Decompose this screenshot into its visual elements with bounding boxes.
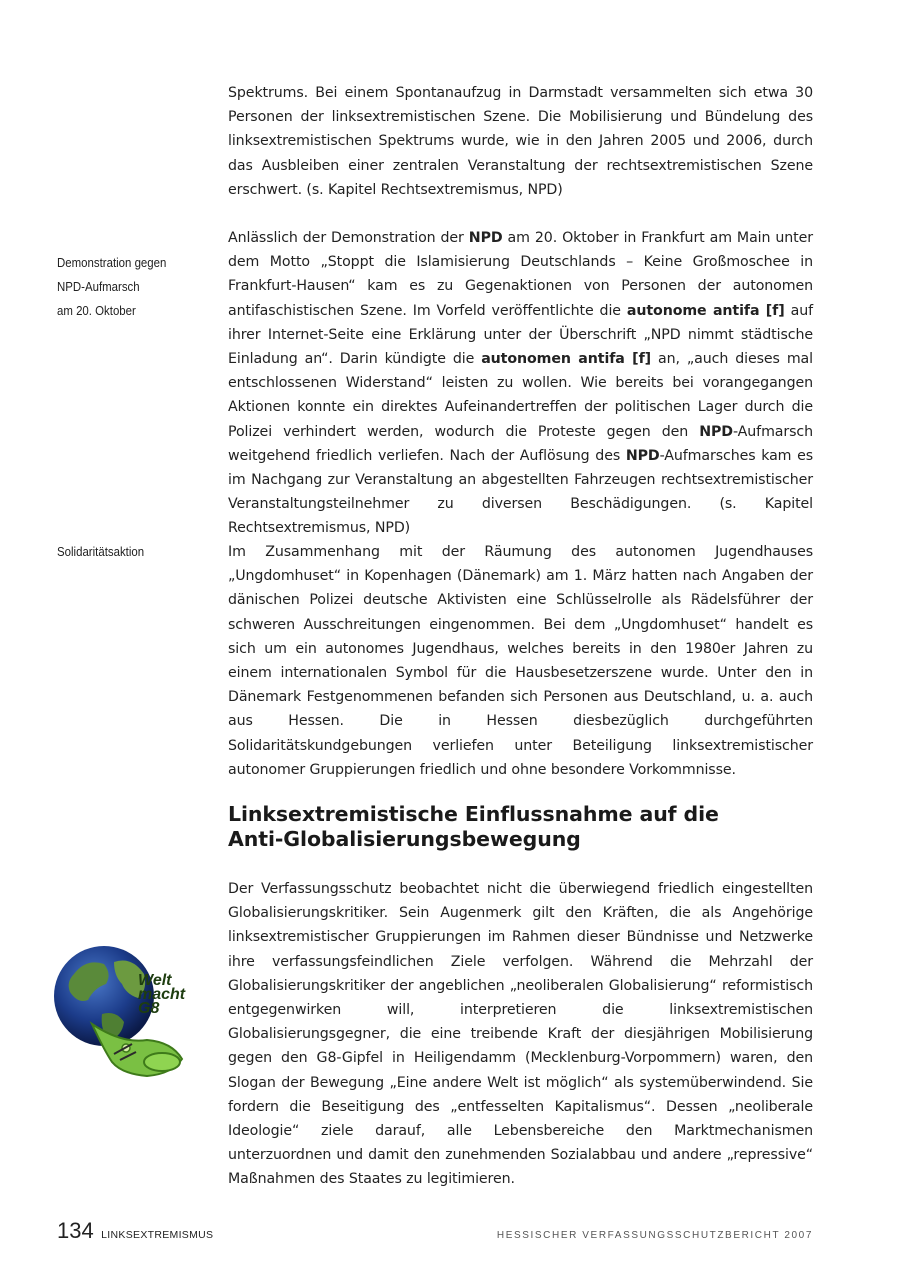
margin-note-demonstration bbox=[57, 251, 189, 323]
paragraph-ungdomhuset: Im Zusammenhang mit der Räumung des autonomen Jugendhauses „Ungdomhuset“ in Kopenhagen (Dänemark) am 1. März hatten nach Angaben der dänischen Polizei deutsche Aktivisten eine Schlüsselrolle als Rädelsführer der schweren Ausschreitungen eingenommen. Bei dem „Ungdomhuset“ handelt es sich um ein autonomes Jugendhaus, welches bereits in den 1980er Jahren zu einem internationalen Symbol für die Hausbesetzerszene wurde. Unter den in Dänemark Festgenommenen befanden sich Personen aus Deutschland, u. a. auch aus Hessen. Die in Hessen diesbezüglich durchgeführten Solidaritätskundgebungen verliefen unter Beteiligung linksextremistischer autonomer Gruppierungen friedlich und ohne besondere Vorkommnisse. bbox=[228, 544, 813, 778]
paragraph-spektrum: Spektrums. Bei einem Spontanaufzug in Darmstadt versammelten sich etwa 30 Personen der linksextremistischen Szene. Die Mobilisierung und Bündelung des linksextremistischen Spektrums wurde, wie in den Jahren 2005 und 2006, durch das Ausbleiben einer zentralen Veranstaltung der rechtsextremistischen Szene erschwert. (s. Kapitel Rechtsextremismus, NPD) bbox=[228, 85, 813, 198]
paragraph-npd-demonstration bbox=[228, 226, 813, 541]
text-run: am 20. Oktober in Frankfurt am Main unter dem Motto „Stoppt die Islamisierung Deutschlands – Keine Großmoschee in Frankfurt-Hausen“ kam es zu Gegenaktionen von Personen der autonomen antifaschistischen Szene. Im Vorfeld veröffentlichte die bbox=[228, 230, 813, 319]
paragraph-text bbox=[228, 226, 813, 541]
footer-section-name: LINKSEXTREMISMUS bbox=[101, 1229, 214, 1241]
margin-note-line: NPD-Aufmarsch bbox=[57, 279, 140, 294]
page-number: 134 bbox=[57, 1218, 94, 1243]
logo-text: Welt macht G8 bbox=[138, 972, 186, 1017]
margin-note-line: Demonstration gegen bbox=[57, 255, 167, 270]
text-run: an, „auch dieses mal entschlossenen Widerstand“ leisten zu wollen. Wie bereits bei vorangegangen Aktionen konnte ein direktes Aufeinandertreffen der politischen Lager durch die Polizei verhindert werden, wodurch die Proteste gegen den bbox=[228, 351, 813, 440]
bold-term: NPD bbox=[625, 447, 660, 464]
text-run: -Aufmarsches kam es im Nachgang zur Veranstaltung an abgestellten Fahrzeugen rechtsextremistischer Veranstaltungsteilnehmer zu diversen Beschädigungen. (s. Kapitel Rechtsextremismus, NPD) bbox=[228, 447, 814, 537]
bold-term: NPD bbox=[468, 230, 503, 246]
welt-macht-g8-logo bbox=[52, 944, 202, 1084]
bold-term: autonome antifa [f] bbox=[626, 302, 785, 319]
margin-note-line: Solidaritätsaktion bbox=[57, 544, 145, 559]
paragraph-globalisierung: Der Verfassungsschutz beobachtet nicht die überwiegend friedlich eingestellten Globalisierungskritiker. Sein Augenmerk gilt den Kräften, die als Angehörige linksextremistischer Gruppierungen im Rahmen dieser Bündnisse und Netzwerke ihre verfassungsfeindlichen Ziele verfolgen. Während die Mehrzahl der Globalisierungskritiker der angeblichen „neoliberalen Globalisierung“ reformistisch entgegenwirken will, interpretieren die linksextremistischen Globalisierungsgegner, die eine treibende Kraft der diesjährigen Mobilisierung gegen den G8-Gipfel in Heiligendamm (Mecklenburg-Vorpommern) waren, den Slogan der Bewegung „Eine andere Welt ist möglich“ als systemüberwindend. Sie fordern die Beseitigung des „entfesselten Kapitalismus“. Dessen „neoliberale Ideologie“ ziele darauf, alle Lebensbereiche den Marktmechanismen unterzuordnen und damit den zunehmenden Sozialabbau und andere „repressive“ Maßnahmen des Staates zu legitimieren. bbox=[228, 881, 813, 1188]
text-run: Anlässlich der Demonstration der bbox=[228, 230, 469, 246]
footer-left bbox=[57, 1218, 213, 1244]
text-run: -Aufmarsch weitgehend friedlich verliefen. Nach der Auflösung des bbox=[228, 423, 813, 464]
bold-term: autonomen antifa [f] bbox=[481, 351, 652, 368]
section-heading bbox=[228, 802, 813, 852]
bold-term: NPD bbox=[699, 423, 733, 440]
heading-line: Linksextremistische Einflussnahme auf die bbox=[228, 802, 719, 826]
margin-note-line: am 20. Oktober bbox=[57, 303, 136, 318]
heading-line: Anti-Globalisierungsbewegung bbox=[228, 827, 581, 851]
footer-publication-title: HESSISCHER VERFASSUNGSSCHUTZBERICHT 2007 bbox=[496, 1230, 813, 1241]
text-run: auf ihrer Internet-Seite eine Erklärung unter der Überschrift „NPD nimmt städtische Einladung an“. Darin kündigte die bbox=[228, 302, 813, 368]
margin-note-solidaritaet bbox=[57, 540, 189, 564]
